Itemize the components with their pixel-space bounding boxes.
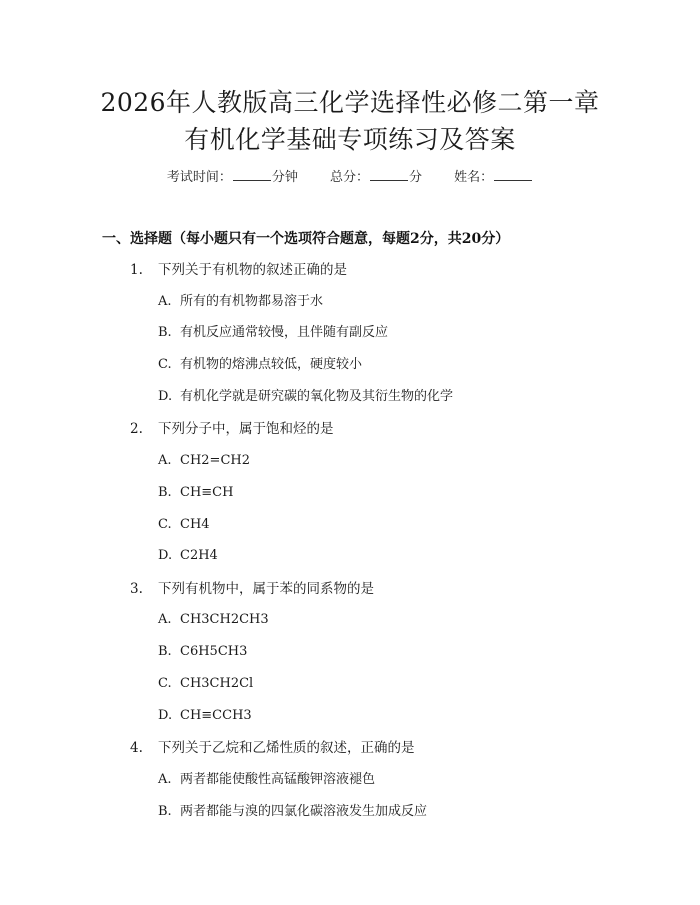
- exam-name-blank: [494, 168, 532, 181]
- question-stem: 下列关于有机物的叙述正确的是: [158, 262, 347, 278]
- exam-time-label: 考试时间：: [166, 170, 232, 185]
- question-1-option-b: [158, 323, 388, 343]
- question-3-option-b: [158, 642, 247, 662]
- option-text: C6H5CH3: [180, 644, 248, 659]
- question-number: 3.: [130, 581, 143, 597]
- exam-name-label: 姓名：: [454, 170, 494, 185]
- option-label: A.: [158, 453, 172, 468]
- section-heading: 一、选择题（每小题只有一个选项符合题意，每题2分，共20分）: [102, 231, 510, 247]
- option-text: 所有的有机物都易溶于水: [180, 294, 324, 309]
- option-label: C.: [158, 676, 172, 691]
- question-1-option-c: [158, 355, 362, 375]
- exam-score-label: 总分：: [329, 170, 369, 185]
- exam-time-blank: [233, 168, 271, 181]
- option-label: B.: [158, 485, 172, 500]
- option-label: D.: [158, 389, 173, 404]
- question-3-option-a: [158, 610, 269, 630]
- option-label: A.: [158, 294, 172, 309]
- option-text: 两者都能使酸性高锰酸钾溶液褪色: [180, 772, 376, 787]
- option-label: C.: [158, 357, 172, 372]
- option-label: B.: [158, 325, 172, 340]
- option-text: 两者都能与溴的四氯化碳溶液发生加成反应: [180, 804, 428, 819]
- option-text: CH4: [180, 517, 210, 532]
- question-1-option-d: [158, 387, 453, 407]
- option-label: A.: [158, 772, 172, 787]
- question-4-option-b: [158, 802, 427, 822]
- option-label: D.: [158, 548, 173, 563]
- option-label: D.: [158, 708, 173, 723]
- question-4-option-a: [158, 770, 375, 790]
- exam-score-blank: [370, 168, 408, 181]
- question-number: 1.: [130, 262, 143, 278]
- exam-score-unit: 分: [409, 170, 423, 185]
- question-number: 4.: [130, 740, 143, 756]
- exam-time-field: [167, 168, 298, 188]
- exam-score-field: [330, 168, 422, 188]
- question-2: [130, 419, 334, 439]
- option-text: CH3CH2CH3: [180, 612, 269, 627]
- question-stem: 下列分子中，属于饱和烃的是: [158, 421, 334, 437]
- question-2-option-c: [158, 515, 210, 535]
- option-text: C2H4: [180, 548, 218, 563]
- option-text: 有机化学就是研究碳的氧化物及其衍生物的化学: [180, 389, 454, 404]
- question-1-option-a: [158, 292, 323, 312]
- option-text: 有机反应通常较慢，且伴随有副反应: [180, 325, 389, 340]
- option-text: CH≡CH: [180, 485, 234, 500]
- question-3: [130, 579, 374, 599]
- question-2-option-d: [158, 546, 218, 566]
- option-text: 有机物的熔沸点较低，硬度较小: [180, 357, 363, 372]
- option-text: CH2=CH2: [180, 453, 251, 468]
- question-3-option-c: [158, 674, 253, 694]
- question-2-option-a: [158, 451, 250, 471]
- option-label: A.: [158, 612, 172, 627]
- option-text: CH≡CCH3: [180, 708, 252, 723]
- question-1: [130, 260, 347, 280]
- exam-name-field: [454, 168, 533, 188]
- option-label: B.: [158, 644, 172, 659]
- option-text: CH3CH2Cl: [180, 676, 254, 691]
- exam-time-unit: 分钟: [271, 170, 298, 185]
- option-label: C.: [158, 517, 172, 532]
- exam-info-line: [0, 168, 700, 188]
- question-stem: 下列有机物中，属于苯的同系物的是: [158, 581, 374, 597]
- question-2-option-b: [158, 483, 233, 503]
- document-title-line-1: 2026年人教版高三化学选择性必修二第一章: [100, 88, 600, 117]
- question-3-option-d: [158, 706, 252, 726]
- question-number: 2.: [130, 421, 143, 437]
- question-stem: 下列关于乙烷和乙烯性质的叙述，正确的是: [158, 740, 415, 756]
- document-title-line-2: 有机化学基础专项练习及答案: [184, 125, 516, 154]
- option-label: B.: [158, 804, 172, 819]
- question-4: [130, 738, 415, 758]
